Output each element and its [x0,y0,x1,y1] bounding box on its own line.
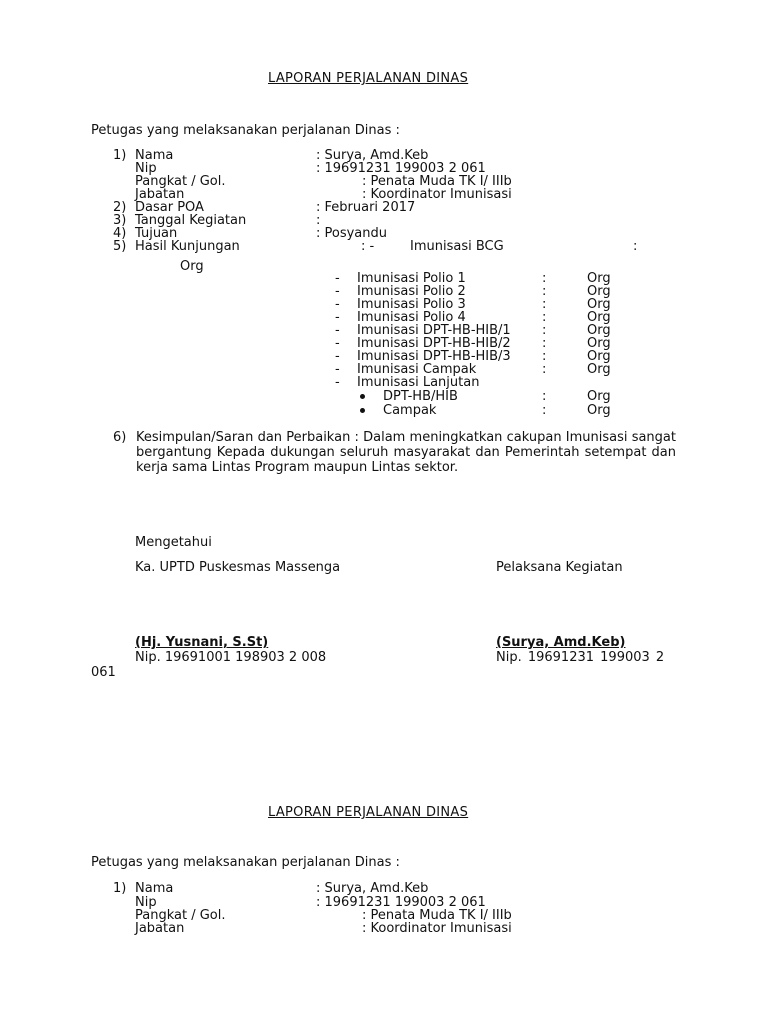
immunization-colon: : [542,336,547,351]
item-value: : 19691231 199003 2 061 [316,895,486,910]
left-signer-role: Ka. UPTD Puskesmas Massenga [135,560,341,575]
item-value: : Penata Muda TK I/ IIIb [362,174,512,189]
immunization-label: Imunisasi Lanjutan [357,375,480,390]
dash-marker: - [335,362,340,377]
dash-marker: - [335,349,340,364]
immunization-unit: Org [587,349,611,364]
immunization-label: Imunisasi Polio 3 [357,297,466,312]
dash-marker: - [335,297,340,312]
acknowledged-label: Mengetahui [135,535,212,550]
lanjutan-label: DPT-HB/HIB [383,389,458,404]
immunization-colon: : [542,297,547,312]
immunization-colon: : [542,323,547,338]
immunization-unit: Org [587,271,611,286]
item-value: : Koordinator Imunisasi [362,187,512,202]
immunization-unit: Org [587,323,611,338]
document-title: LAPORAN PERJALANAN DINAS [268,71,469,86]
item-label: Nip [135,895,157,910]
document-title: LAPORAN PERJALANAN DINAS [268,805,469,820]
immunization-colon: : [542,310,547,325]
intro-text: Petugas yang melaksanakan perjalanan Dinas : [91,855,400,870]
immunization-colon: : [542,362,547,377]
dash-marker: - [335,375,340,390]
item-value: : Koordinator Imunisasi [362,921,512,936]
bcg-unit: Org [180,259,204,274]
item-label: Pangkat / Gol. [135,908,226,923]
bullet-icon [360,394,365,399]
dash-marker: - [335,336,340,351]
item-label: Hasil Kunjungan [135,239,240,254]
item-label: Nip [135,161,157,176]
immunization-unit: Org [587,310,611,325]
immunization-colon: : [542,284,547,299]
immunization-colon: : [542,271,547,286]
lanjutan-label: Campak [383,403,437,418]
item-value: : Surya, Amd.Keb [316,148,429,163]
item-value: : Posyandu [316,226,388,241]
item-label: Pangkat / Gol. [135,174,226,189]
item-value: : [316,213,321,228]
bullet-icon [360,408,365,413]
item-value: : Surya, Amd.Keb [316,881,429,896]
item-value: : Februari 2017 [316,200,416,215]
lanjutan-unit: Org [587,403,611,418]
immunization-unit: Org [587,297,611,312]
item-number: 2) [113,200,127,215]
dash-marker: - [335,284,340,299]
dash-marker: - [335,323,340,338]
left-signer-nip: Nip. 19691001 198903 2 008 [135,650,327,665]
right-signer-role: Pelaksana Kegiatan [496,560,623,575]
immunization-unit: Org [587,284,611,299]
item-label: Tanggal Kegiatan [135,213,247,228]
intro-text: Petugas yang melaksanakan perjalanan Dinas : [91,123,400,138]
item-value: : 19691231 199003 2 061 [316,161,486,176]
immunization-label: Imunisasi DPT-HB-HIB/2 [357,336,511,351]
immunization-label: Imunisasi Campak [357,362,477,377]
lanjutan-colon: : [542,403,547,418]
dash-marker: - [335,310,340,325]
bcg-colon: : [633,239,638,254]
immunization-colon: : [542,349,547,364]
item-label: Jabatan [135,921,185,936]
right-signer-name: (Surya, Amd.Keb) [496,635,626,650]
item-label: Dasar POA [135,200,204,215]
item-value: : Penata Muda TK I/ IIIb [362,908,512,923]
lanjutan-colon: : [542,389,547,404]
item-label: Tujuan [135,226,178,241]
right-signer-nip-continued: 061 [91,665,116,680]
item-number: 5) [113,239,127,254]
right-signer-nip: Nip. 19691231 199003 2 [496,650,665,665]
item-label: Nama [135,881,174,896]
dash-marker: - [335,271,340,286]
bcg-label: Imunisasi BCG [410,239,504,254]
immunization-unit: Org [587,336,611,351]
immunization-label: Imunisasi Polio 2 [357,284,466,299]
item-label: Jabatan [135,187,185,202]
item-number: 6) [113,430,127,445]
item-value: : - [361,239,375,254]
left-signer-name: (Hj. Yusnani, S.St) [135,635,269,650]
item-number: 3) [113,213,127,228]
conclusion-paragraph: Kesimpulan/Saran dan Perbaikan : Dalam meningkatkan cakupan Imunisasi sangat bergantung Kepada dukungan seluruh masyarakat dan Pemerintah setempat dan kerja sama Lintas Program maupun Lintas sektor. [136,430,676,475]
immunization-unit: Org [587,362,611,377]
lanjutan-unit: Org [587,389,611,404]
item-number: 1) [113,148,127,163]
immunization-label: Imunisasi DPT-HB-HIB/3 [357,349,511,364]
item-number: 1) [113,881,127,896]
item-number: 4) [113,226,127,241]
immunization-label: Imunisasi Polio 1 [357,271,466,286]
immunization-label: Imunisasi DPT-HB-HIB/1 [357,323,511,338]
immunization-label: Imunisasi Polio 4 [357,310,466,325]
item-label: Nama [135,148,174,163]
